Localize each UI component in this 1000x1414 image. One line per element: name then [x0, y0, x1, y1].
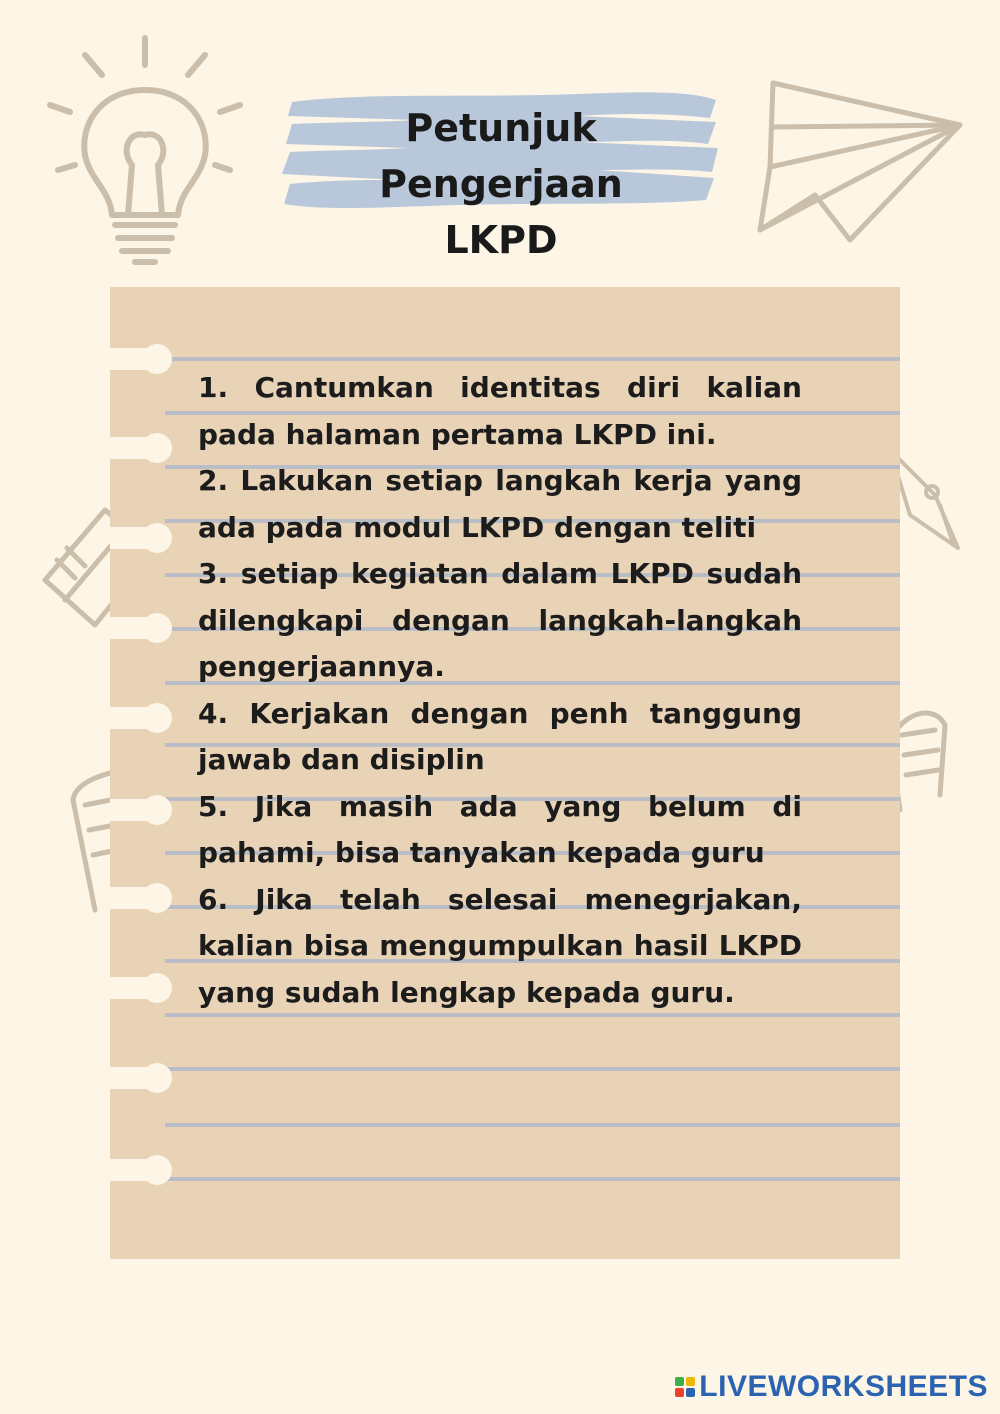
note-paper	[110, 287, 900, 1259]
binder-hole	[142, 433, 172, 463]
binder-hole	[142, 613, 172, 643]
binder-hole	[142, 1155, 172, 1185]
binder-hole	[142, 344, 172, 374]
title-line-1: Petunjuk Pengerjaan	[379, 106, 623, 206]
title-banner	[278, 88, 724, 262]
instruction-item: 4. Kerjakan dengan penh tanggung jawab dan disiplin	[198, 696, 802, 776]
liveworksheets-watermark	[675, 1370, 988, 1404]
watermark-text: LIVEWORKSHEETS	[699, 1370, 988, 1403]
instruction-item: 1. Cantumkan identitas diri kalian pada halaman pertama LKPD ini.	[198, 371, 802, 451]
binder-hole	[142, 523, 172, 553]
instruction-item: 6. Jika telah selesai menegrjakan, kalian bisa mengumpulkan hasil LKPD yang sudah lengkap kepada guru.	[198, 882, 802, 1009]
binder-hole	[142, 703, 172, 733]
liveworksheets-logo-icon	[675, 1377, 695, 1397]
instruction-item: 2. Lakukan setiap langkah kerja yang ada pada modul LKPD dengan teliti	[198, 464, 802, 544]
ruled-line	[165, 357, 900, 361]
binder-hole	[142, 973, 172, 1003]
paper-plane-icon	[755, 75, 970, 250]
ruled-line	[165, 1177, 900, 1181]
lightbulb-icon	[40, 30, 250, 270]
title-line-2: LKPD	[444, 218, 558, 262]
ruled-line	[165, 1123, 900, 1127]
ruled-line	[165, 1067, 900, 1071]
binder-hole	[142, 883, 172, 913]
instruction-list	[198, 365, 802, 1016]
binder-hole	[142, 1063, 172, 1093]
binder-hole	[142, 795, 172, 825]
page-title	[278, 100, 724, 268]
instruction-item: 3. setiap kegiatan dalam LKPD sudah dilengkapi dengan langkah-langkah pengerjaannya.	[198, 557, 802, 683]
instruction-item: 5. Jika masih ada yang belum di pahami, bisa tanyakan kepada guru	[198, 789, 802, 869]
